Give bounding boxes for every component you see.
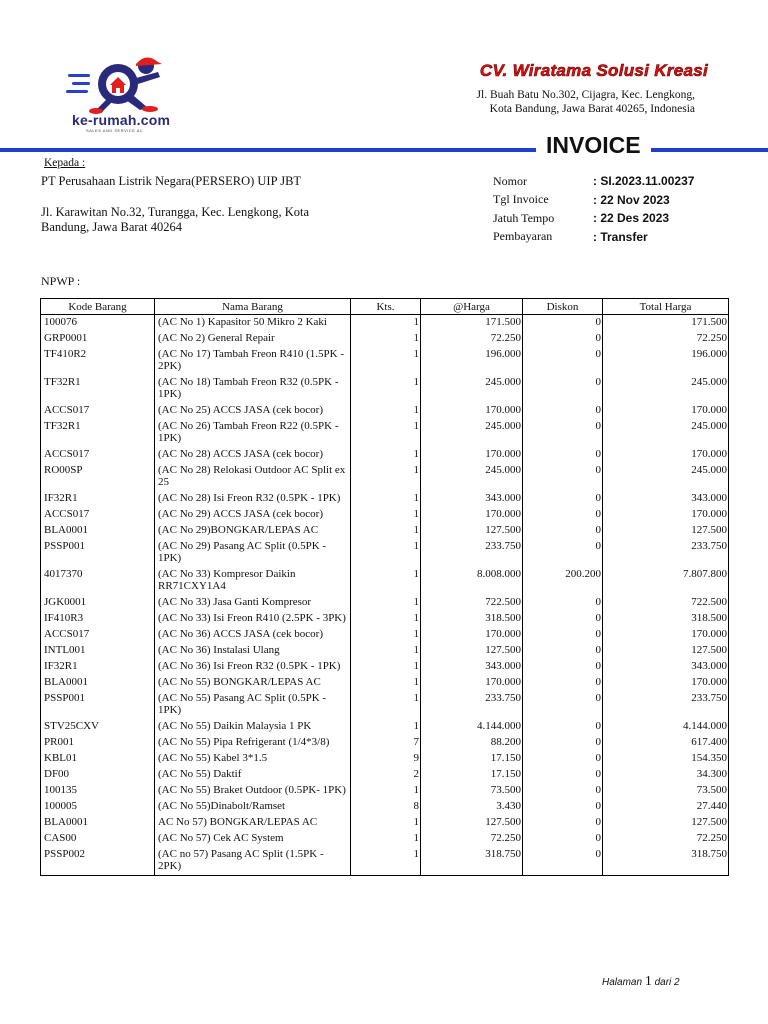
item-total: 34.300 xyxy=(603,767,729,783)
item-name: AC No 57) BONGKAR/LEPAS AC xyxy=(155,815,351,831)
item-code: IF410R3 xyxy=(41,611,155,627)
item-discount: 0 xyxy=(523,719,603,735)
item-qty: 1 xyxy=(351,331,421,347)
item-discount: 0 xyxy=(523,611,603,627)
item-qty: 1 xyxy=(351,659,421,675)
item-discount: 0 xyxy=(523,751,603,767)
table-row xyxy=(41,491,729,507)
item-total: 73.500 xyxy=(603,783,729,799)
item-price: 72.250 xyxy=(421,331,523,347)
table-row xyxy=(41,595,729,611)
item-qty: 1 xyxy=(351,783,421,799)
item-qty: 1 xyxy=(351,523,421,539)
header-divider xyxy=(0,148,768,152)
table-row xyxy=(41,331,729,347)
item-name: (AC No 29)BONGKAR/LEPAS AC xyxy=(155,523,351,539)
item-name: (AC No 55) Daikin Malaysia 1 PK xyxy=(155,719,351,735)
item-total: 4.144.000 xyxy=(603,719,729,735)
table-row xyxy=(41,315,729,332)
meta-row-payment xyxy=(493,228,694,247)
item-qty: 1 xyxy=(351,831,421,847)
company-address-line1: Jl. Buah Batu No.302, Cijagra, Kec. Lengkong, xyxy=(476,89,695,101)
item-qty: 7 xyxy=(351,735,421,751)
item-price: 170.000 xyxy=(421,447,523,463)
item-code: BLA0001 xyxy=(41,523,155,539)
item-total: 154.350 xyxy=(603,751,729,767)
item-discount: 0 xyxy=(523,315,603,332)
item-name: (AC no 57) Pasang AC Split (1.5PK - 2PK) xyxy=(155,847,351,876)
item-discount: 0 xyxy=(523,331,603,347)
item-total: 7.807.800 xyxy=(603,567,729,595)
item-name: (AC No 28) ACCS JASA (cek bocor) xyxy=(155,447,351,463)
item-qty: 1 xyxy=(351,375,421,403)
item-total: 196.000 xyxy=(603,347,729,375)
item-price: 127.500 xyxy=(421,815,523,831)
item-name: (AC No 55) Daktif xyxy=(155,767,351,783)
item-code: 100005 xyxy=(41,799,155,815)
item-qty: 2 xyxy=(351,767,421,783)
item-code: INTL001 xyxy=(41,643,155,659)
item-qty: 1 xyxy=(351,419,421,447)
item-qty: 1 xyxy=(351,491,421,507)
logo-tagline: SALES AND SERVICE AC xyxy=(86,128,144,133)
item-discount: 0 xyxy=(523,627,603,643)
item-discount: 0 xyxy=(523,691,603,719)
item-total: 245.000 xyxy=(603,419,729,447)
item-name: (AC No 33) Isi Freon R410 (2.5PK - 3PK) xyxy=(155,611,351,627)
table-row xyxy=(41,419,729,447)
item-name: (AC No 17) Tambah Freon R410 (1.5PK - 2PK) xyxy=(155,347,351,375)
table-row xyxy=(41,611,729,627)
item-price: 318.750 xyxy=(421,847,523,876)
item-qty: 1 xyxy=(351,675,421,691)
meta-row-number xyxy=(493,172,694,191)
item-qty: 1 xyxy=(351,719,421,735)
item-code: STV25CXV xyxy=(41,719,155,735)
item-price: 318.500 xyxy=(421,611,523,627)
item-name: (AC No 18) Tambah Freon R32 (0.5PK - 1PK) xyxy=(155,375,351,403)
item-name: (AC No 55) Pasang AC Split (0.5PK - 1PK) xyxy=(155,691,351,719)
item-total: 27.440 xyxy=(603,799,729,815)
item-price: 170.000 xyxy=(421,403,523,419)
item-qty: 1 xyxy=(351,347,421,375)
table-row xyxy=(41,831,729,847)
item-code: ACCS017 xyxy=(41,507,155,523)
table-row xyxy=(41,719,729,735)
item-total: 722.500 xyxy=(603,595,729,611)
item-discount: 0 xyxy=(523,523,603,539)
item-total: 617.400 xyxy=(603,735,729,751)
invoice-number: : SI.2023.11.00237 xyxy=(593,174,695,189)
item-discount: 0 xyxy=(523,491,603,507)
item-code: TF32R1 xyxy=(41,375,155,403)
item-discount: 0 xyxy=(523,419,603,447)
item-code: ACCS017 xyxy=(41,627,155,643)
item-price: 72.250 xyxy=(421,831,523,847)
item-discount: 0 xyxy=(523,815,603,831)
item-code: BLA0001 xyxy=(41,675,155,691)
meta-row-date xyxy=(493,191,694,210)
item-code: PSSP001 xyxy=(41,539,155,567)
item-code: TF410R2 xyxy=(41,347,155,375)
item-total: 245.000 xyxy=(603,463,729,491)
item-code: BLA0001 xyxy=(41,815,155,831)
item-discount: 0 xyxy=(523,735,603,751)
item-price: 88.200 xyxy=(421,735,523,751)
item-total: 127.500 xyxy=(603,815,729,831)
item-price: 343.000 xyxy=(421,491,523,507)
table-row xyxy=(41,523,729,539)
item-code: GRP0001 xyxy=(41,331,155,347)
item-discount: 0 xyxy=(523,767,603,783)
table-row xyxy=(41,783,729,799)
item-code: CAS00 xyxy=(41,831,155,847)
item-name: (AC No 55) Kabel 3*1.5 xyxy=(155,751,351,767)
delivery-runner-icon xyxy=(66,52,178,114)
item-name: (AC No 55) Braket Outdoor (0.5PK- 1PK) xyxy=(155,783,351,799)
item-code: PSSP001 xyxy=(41,691,155,719)
item-name: (AC No 26) Tambah Freon R22 (0.5PK - 1PK) xyxy=(155,419,351,447)
table-row xyxy=(41,463,729,491)
customer-name: PT Perusahaan Listrik Negara(PERSERO) UIP JBT xyxy=(41,174,302,188)
item-name: (AC No 25) ACCS JASA (cek bocor) xyxy=(155,403,351,419)
item-code: ACCS017 xyxy=(41,447,155,463)
table-row xyxy=(41,347,729,375)
table-row xyxy=(41,567,729,595)
item-qty: 8 xyxy=(351,799,421,815)
due-date: : 22 Des 2023 xyxy=(593,211,670,226)
item-name: (AC No 29) Pasang AC Split (0.5PK - 1PK) xyxy=(155,539,351,567)
table-row xyxy=(41,751,729,767)
item-price: 722.500 xyxy=(421,595,523,611)
item-price: 343.000 xyxy=(421,659,523,675)
item-qty: 1 xyxy=(351,567,421,595)
item-discount: 0 xyxy=(523,847,603,876)
item-name: (AC No 2) General Repair xyxy=(155,331,351,347)
item-price: 127.500 xyxy=(421,523,523,539)
item-discount: 200.200 xyxy=(523,567,603,595)
npwp-label: NPWP : xyxy=(41,274,81,288)
item-name: (AC No 36) Isi Freon R32 (0.5PK - 1PK) xyxy=(155,659,351,675)
customer-address: Jl. Karawitan No.32, Turangga, Kec. Lengkong, Kota Bandung, Jawa Barat 40264 xyxy=(41,205,310,234)
item-total: 127.500 xyxy=(603,643,729,659)
item-code: KBL01 xyxy=(41,751,155,767)
item-discount: 0 xyxy=(523,375,603,403)
column-header: @Harga xyxy=(421,299,523,315)
item-name: (AC No 57) Cek AC System xyxy=(155,831,351,847)
item-code: TF32R1 xyxy=(41,419,155,447)
item-total: 170.000 xyxy=(603,675,729,691)
meta-label: Pembayaran xyxy=(493,229,553,244)
invoice-title: INVOICE xyxy=(536,132,651,159)
column-header: Diskon xyxy=(523,299,603,315)
item-name: (AC No 55)Dinabolt/Ramset xyxy=(155,799,351,815)
item-qty: 1 xyxy=(351,691,421,719)
item-total: 343.000 xyxy=(603,491,729,507)
item-discount: 0 xyxy=(523,347,603,375)
item-qty: 1 xyxy=(351,315,421,332)
item-price: 245.000 xyxy=(421,375,523,403)
column-header: Kode Barang xyxy=(41,299,155,315)
item-name: (AC No 28) Isi Freon R32 (0.5PK - 1PK) xyxy=(155,491,351,507)
item-name: (AC No 55) BONGKAR/LEPAS AC xyxy=(155,675,351,691)
item-price: 4.144.000 xyxy=(421,719,523,735)
item-total: 127.500 xyxy=(603,523,729,539)
item-qty: 1 xyxy=(351,403,421,419)
company-address-line2: Kota Bandung, Jawa Barat 40265, Indonesia xyxy=(489,103,695,115)
item-discount: 0 xyxy=(523,539,603,567)
meta-label: Jatuh Tempo xyxy=(493,210,555,225)
item-total: 72.250 xyxy=(603,831,729,847)
item-discount: 0 xyxy=(523,595,603,611)
item-code: JGK0001 xyxy=(41,595,155,611)
item-price: 170.000 xyxy=(421,627,523,643)
logo-brand-text: ke-rumah.com xyxy=(72,112,171,128)
item-name: (AC No 29) ACCS JASA (cek bocor) xyxy=(155,507,351,523)
item-code: 100076 xyxy=(41,315,155,332)
item-total: 233.750 xyxy=(603,691,729,719)
table-row xyxy=(41,675,729,691)
company-logo xyxy=(66,52,178,134)
page-number: 1 xyxy=(644,974,652,989)
item-code: 100135 xyxy=(41,783,155,799)
item-discount: 0 xyxy=(523,831,603,847)
item-price: 233.750 xyxy=(421,691,523,719)
item-code: 4017370 xyxy=(41,567,155,595)
item-qty: 1 xyxy=(351,627,421,643)
page-footer xyxy=(602,974,680,990)
item-price: 17.150 xyxy=(421,751,523,767)
item-price: 17.150 xyxy=(421,767,523,783)
item-qty: 1 xyxy=(351,539,421,567)
footer-prefix: Halaman xyxy=(602,977,643,988)
payment-method: : Transfer xyxy=(593,229,648,244)
footer-suffix: dari 2 xyxy=(654,977,680,988)
column-header: Nama Barang xyxy=(155,299,351,315)
item-price: 245.000 xyxy=(421,463,523,491)
company-name: CV. Wiratama Solusi Kreasi xyxy=(479,61,708,80)
item-code: RO00SP xyxy=(41,463,155,491)
item-discount: 0 xyxy=(523,659,603,675)
table-row xyxy=(41,507,729,523)
item-price: 8.008.000 xyxy=(421,567,523,595)
item-total: 233.750 xyxy=(603,539,729,567)
item-total: 170.000 xyxy=(603,403,729,419)
table-row xyxy=(41,375,729,403)
item-total: 171.500 xyxy=(603,315,729,332)
invoice-items-table xyxy=(40,298,729,876)
item-code: IF32R1 xyxy=(41,491,155,507)
item-discount: 0 xyxy=(523,507,603,523)
item-qty: 1 xyxy=(351,643,421,659)
invoice-meta xyxy=(493,172,694,246)
table-row xyxy=(41,735,729,751)
item-name: (AC No 33) Jasa Ganti Kompresor xyxy=(155,595,351,611)
item-price: 245.000 xyxy=(421,419,523,447)
item-qty: 1 xyxy=(351,463,421,491)
item-code: PR001 xyxy=(41,735,155,751)
table-row xyxy=(41,643,729,659)
table-row xyxy=(41,815,729,831)
item-price: 73.500 xyxy=(421,783,523,799)
item-name: (AC No 28) Relokasi Outdoor AC Split ex 25 xyxy=(155,463,351,491)
item-total: 170.000 xyxy=(603,447,729,463)
item-qty: 1 xyxy=(351,507,421,523)
item-discount: 0 xyxy=(523,643,603,659)
item-price: 170.000 xyxy=(421,675,523,691)
item-name: (AC No 55) Pipa Refrigerant (1/4*3/8) xyxy=(155,735,351,751)
item-code: ACCS017 xyxy=(41,403,155,419)
item-total: 343.000 xyxy=(603,659,729,675)
item-total: 318.750 xyxy=(603,847,729,876)
table-row xyxy=(41,659,729,675)
item-qty: 1 xyxy=(351,595,421,611)
item-qty: 1 xyxy=(351,447,421,463)
table-row xyxy=(41,767,729,783)
item-discount: 0 xyxy=(523,447,603,463)
item-qty: 1 xyxy=(351,611,421,627)
item-discount: 0 xyxy=(523,799,603,815)
meta-label: Nomor xyxy=(493,173,527,188)
item-price: 196.000 xyxy=(421,347,523,375)
meta-label: Tgl Invoice xyxy=(493,192,549,207)
item-price: 170.000 xyxy=(421,507,523,523)
meta-row-due xyxy=(493,209,694,228)
item-code: PSSP002 xyxy=(41,847,155,876)
company-address xyxy=(440,88,695,116)
item-discount: 0 xyxy=(523,403,603,419)
column-header: Kts. xyxy=(351,299,421,315)
item-discount: 0 xyxy=(523,463,603,491)
table-row xyxy=(41,799,729,815)
table-body xyxy=(41,315,729,876)
item-name: (AC No 36) ACCS JASA (cek bocor) xyxy=(155,627,351,643)
table-header-row xyxy=(41,299,729,315)
item-code: IF32R1 xyxy=(41,659,155,675)
item-name: (AC No 33) Kompresor Daikin RR71CXY1A4 xyxy=(155,567,351,595)
table-row xyxy=(41,539,729,567)
item-name: (AC No 1) Kapasitor 50 Mikro 2 Kaki xyxy=(155,315,351,332)
item-qty: 1 xyxy=(351,847,421,876)
item-name: (AC No 36) Instalasi Ulang xyxy=(155,643,351,659)
table-row xyxy=(41,447,729,463)
column-header: Total Harga xyxy=(603,299,729,315)
table-row xyxy=(41,691,729,719)
table-row xyxy=(41,403,729,419)
item-total: 170.000 xyxy=(603,507,729,523)
item-discount: 0 xyxy=(523,675,603,691)
item-total: 72.250 xyxy=(603,331,729,347)
recipient-label: Kepada : xyxy=(44,157,86,169)
item-total: 318.500 xyxy=(603,611,729,627)
item-price: 3.430 xyxy=(421,799,523,815)
item-code: DF00 xyxy=(41,767,155,783)
invoice-date: : 22 Nov 2023 xyxy=(593,192,670,207)
item-qty: 9 xyxy=(351,751,421,767)
item-total: 245.000 xyxy=(603,375,729,403)
item-total: 170.000 xyxy=(603,627,729,643)
item-discount: 0 xyxy=(523,783,603,799)
item-qty: 1 xyxy=(351,815,421,831)
item-price: 171.500 xyxy=(421,315,523,332)
item-price: 233.750 xyxy=(421,539,523,567)
table-row xyxy=(41,627,729,643)
table-row xyxy=(41,847,729,876)
item-price: 127.500 xyxy=(421,643,523,659)
